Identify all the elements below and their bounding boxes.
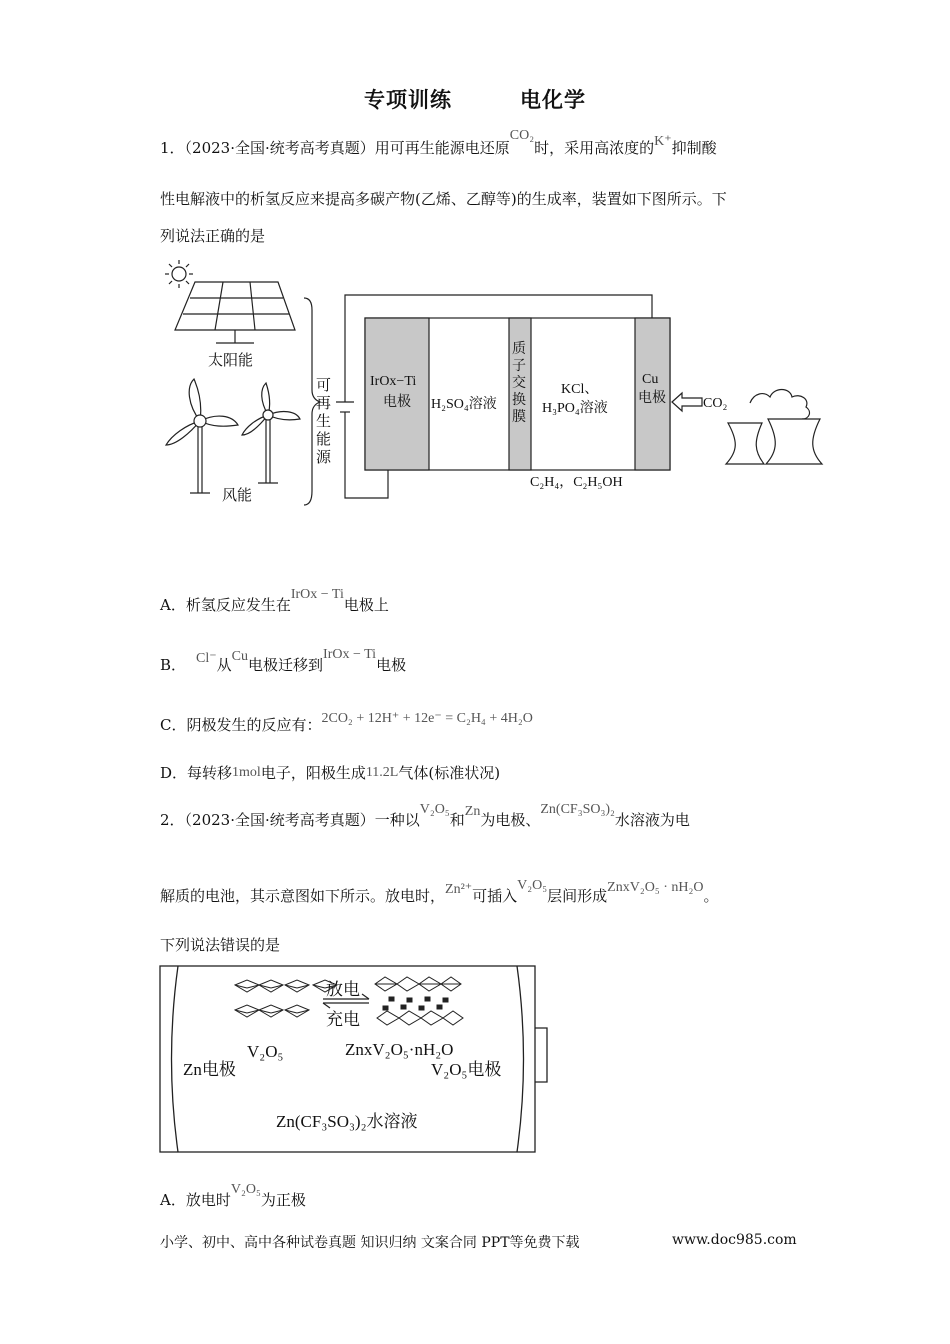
q1-option-c[interactable] [160,711,533,737]
anode-label: IrOx−Ti [370,374,417,389]
factory-icon [726,390,822,465]
formula-v2o5: V₂O₅ [517,878,548,893]
q2-option-a-label: A．放电时 [160,1191,231,1209]
q2-line2-c: 层间形成 [547,887,608,905]
option-b-label: B． [160,656,187,674]
q2-option-a-tail: 为正极 [260,1191,306,1209]
wind-turbine-small-icon [242,383,300,483]
q1-line2: 性电解液中的析氢反应来提高多碳产物(乙烯、乙醇等)的生成率，装置如下图所示。下 [160,190,727,208]
formula-zn-ion: Zn²⁺ [445,882,473,897]
formula-irox-ti: IrOx − Ti [290,587,344,602]
option-d-label: D．每转移 [160,764,233,782]
renewable-source-label [316,377,332,466]
option-a-tail: 电极上 [343,596,389,614]
formula-k-ion: K⁺ [654,134,672,149]
page-title [0,84,950,114]
electrolysis-diagram [150,255,830,515]
option-b-mid1: 从 [216,656,232,674]
wind-label: 风能 [222,488,253,504]
source-char: 再 [316,396,332,412]
v2o5-electrode-label: V₂O₅电极 [431,1060,502,1079]
title-part1: 专项训练 [364,87,452,112]
q1-option-d[interactable] [160,763,500,785]
zn-electrode-label: Zn电极 [183,1060,236,1079]
q2-text-c: 为电极、 [480,811,541,829]
formula-volume: 11.2L [365,765,399,780]
q2-line2-b: 可插入 [472,887,518,905]
source-char: 生 [316,414,332,430]
anode-electrode [365,318,429,470]
discharge-label: 放电 [326,980,360,999]
q1-line3: 列说法正确的是 [160,227,266,245]
co2-arrow-icon [672,393,702,411]
q2-text-a: 一种以 [374,811,420,829]
battery-diagram [155,960,575,1155]
formula-intercalation-product: ZnxV₂O₅ · nH₂O [607,880,704,895]
left-material-label: V₂O₅ [247,1042,284,1061]
formula-v2o5: V₂O₅ [419,802,450,817]
formula-zn-triflate: Zn(CF₃SO₃)₂ [540,802,615,817]
q2-line2-a: 解质的电池，其示意图如下所示。放电时， [160,887,446,905]
q1-option-a[interactable] [160,587,389,617]
formula-cu: Cu [231,649,249,664]
q2-text-d: 水溶液为电 [614,811,690,829]
formula-1mol: 1mol [232,765,261,780]
formula-co2: CO₂ [509,128,535,143]
q2-line2 [160,878,719,908]
option-c-label: C．阴极发生的反应有： [160,716,322,734]
footer-text: 小学、初中、高中各种试卷真题 知识归纳 文案合同 PPT等免费下载 [160,1235,580,1251]
electrolyte-label: Zn(CF₃SO₃)₂水溶液 [276,1112,418,1131]
q2-source: （2023·全国·统考高考真题） [184,811,375,829]
formula-irox-ti: IrOx − Ti [323,647,377,662]
title-part2: 电化学 [520,87,586,112]
option-b-mid2: 电极迁移到 [248,656,324,674]
wind-turbine-icon [166,379,238,493]
membrane-char: 膜 [512,410,526,425]
option-d-tail: 气体(标准状况) [398,764,501,782]
q1-text-b: 时，采用高浓度的 [534,139,655,157]
q1-source: （2023·全国·统考高考真题） [184,139,375,157]
charge-label: 充电 [326,1010,360,1029]
option-a-label: A．析氢反应发生在 [160,596,291,614]
co2-inlet-label: CO₂ [703,396,728,411]
formula-v2o5: V₂O₅ [230,1182,261,1197]
footer-link[interactable]: www.doc985.com [672,1232,797,1248]
q2-line1 [160,802,690,832]
solar-panel-icon [175,282,295,343]
q2-line2-d: 。 [703,887,719,905]
sun-icon [165,260,193,288]
option-b-tail: 电极 [376,656,407,674]
source-char: 能 [316,432,332,448]
cathode-label-2: 电极 [638,391,666,406]
q2-option-a[interactable] [160,1182,306,1212]
catholyte-label-2: H₃PO₄溶液 [542,401,608,416]
q1-line1 [160,128,717,160]
option-d-mid1: 电子，阳极生成 [260,764,366,782]
formula-cl-ion: Cl⁻ [196,651,217,666]
anolyte-label: H₂SO₄溶液 [431,397,497,412]
anode-label-2: 电极 [383,395,411,410]
membrane-char: 交 [512,376,526,391]
q1-text-c: 抑制酸 [671,139,717,157]
catholyte-label: KCl、 [561,382,599,397]
right-material-label: ZnxV₂O₅·nH₂O [345,1040,454,1059]
cathode-label: Cu [642,372,659,387]
membrane-label [512,341,526,425]
products-label: C₂H₄，C₂H₅OH [530,475,623,490]
solar-label: 太阳能 [208,353,254,369]
q1-option-b[interactable] [160,647,407,677]
source-char: 可 [316,378,332,394]
q2-line3: 下列说法错误的是 [160,936,281,954]
q2-text-b: 和 [449,811,465,829]
q1-text-a: 用可再生能源电还原 [374,139,510,157]
membrane-char: 质 [512,342,526,357]
q1-number: 1． [160,139,185,157]
membrane-char: 换 [512,393,526,408]
q2-number: 2． [160,811,185,829]
formula-zn: Zn [464,804,481,819]
formula-reaction: 2CO₂ + 12H⁺ + 12e⁻ = C₂H₄ + 4H₂O [321,711,533,726]
source-char: 源 [316,450,332,466]
membrane-char: 子 [512,359,526,374]
